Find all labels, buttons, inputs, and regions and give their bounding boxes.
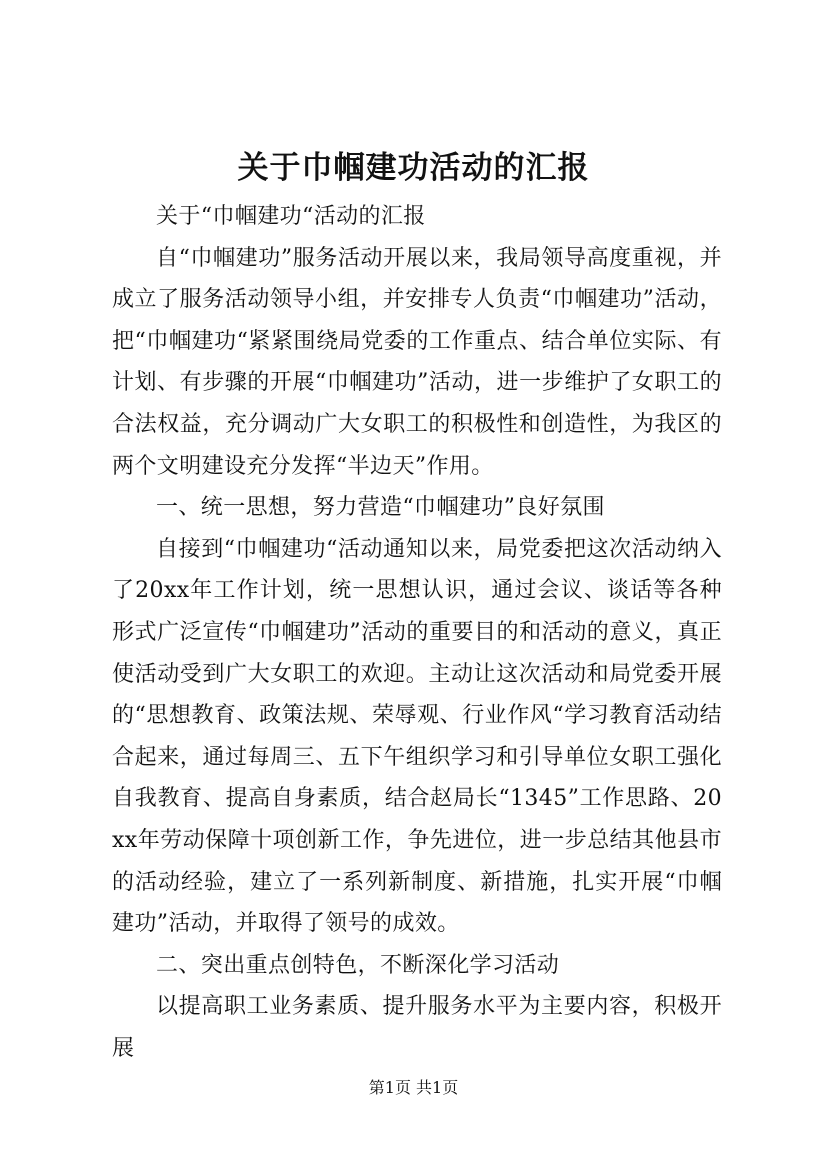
document-title: 关于巾帼建功活动的汇报 [237, 150, 590, 186]
paragraph-section-2: 以提高职工业务素质、提升服务水平为主要内容，积极开展 [112, 994, 722, 1061]
page-number-footer: 第1页 共1页 [368, 1078, 459, 1097]
document-body [112, 196, 722, 1069]
paragraph-subtitle: 关于“巾帼建功“活动的汇报 [156, 204, 426, 229]
paragraph-section-1: 自接到“巾帼建功“活动通知以来，局党委把这次活动纳入了20xx年工作计划，统一思想认识，通过会议、谈话等各种形式广泛宣传“巾帼建功”活动的重要目的和活动的意义，真正使活动受到广大女职工的欢迎。主动让这次活动和局党委开展的“思想教育、政策法规、荣辱观、行业作风“学习教育活动结合起来，通过每周三、五下午组织学习和引导单位女职工强化自我教育、提高自身素质，结合赵局长“1345”工作思路、20xx年劳动保障十项创新工作，争先进位，进一步总结其他县市的活动经验，建立了一系列新制度、新措施，扎实开展“巾帼建功”活动，并取得了领号的成效。 [112, 536, 722, 937]
paragraph-intro: 自“巾帼建功”服务活动开展以来，我局领导高度重视，并成立了服务活动领导小组，并安排专人负责“巾帼建功”活动，把“巾帼建功“紧紧围绕局党委的工作重点、结合单位实际、有计划、有步骤的开展“巾帼建功”活动，进一步维护了女职工的合法权益，充分调动广大女职工的积极性和创造性，为我区的两个文明建设充分发挥“半边天”作用。 [112, 245, 722, 479]
section-heading-2: 二、突出重点创特色，不断深化学习活动 [156, 952, 560, 978]
section-heading-1: 一、统一思想，努力营造“巾帼建功”良好氛围 [156, 495, 605, 521]
